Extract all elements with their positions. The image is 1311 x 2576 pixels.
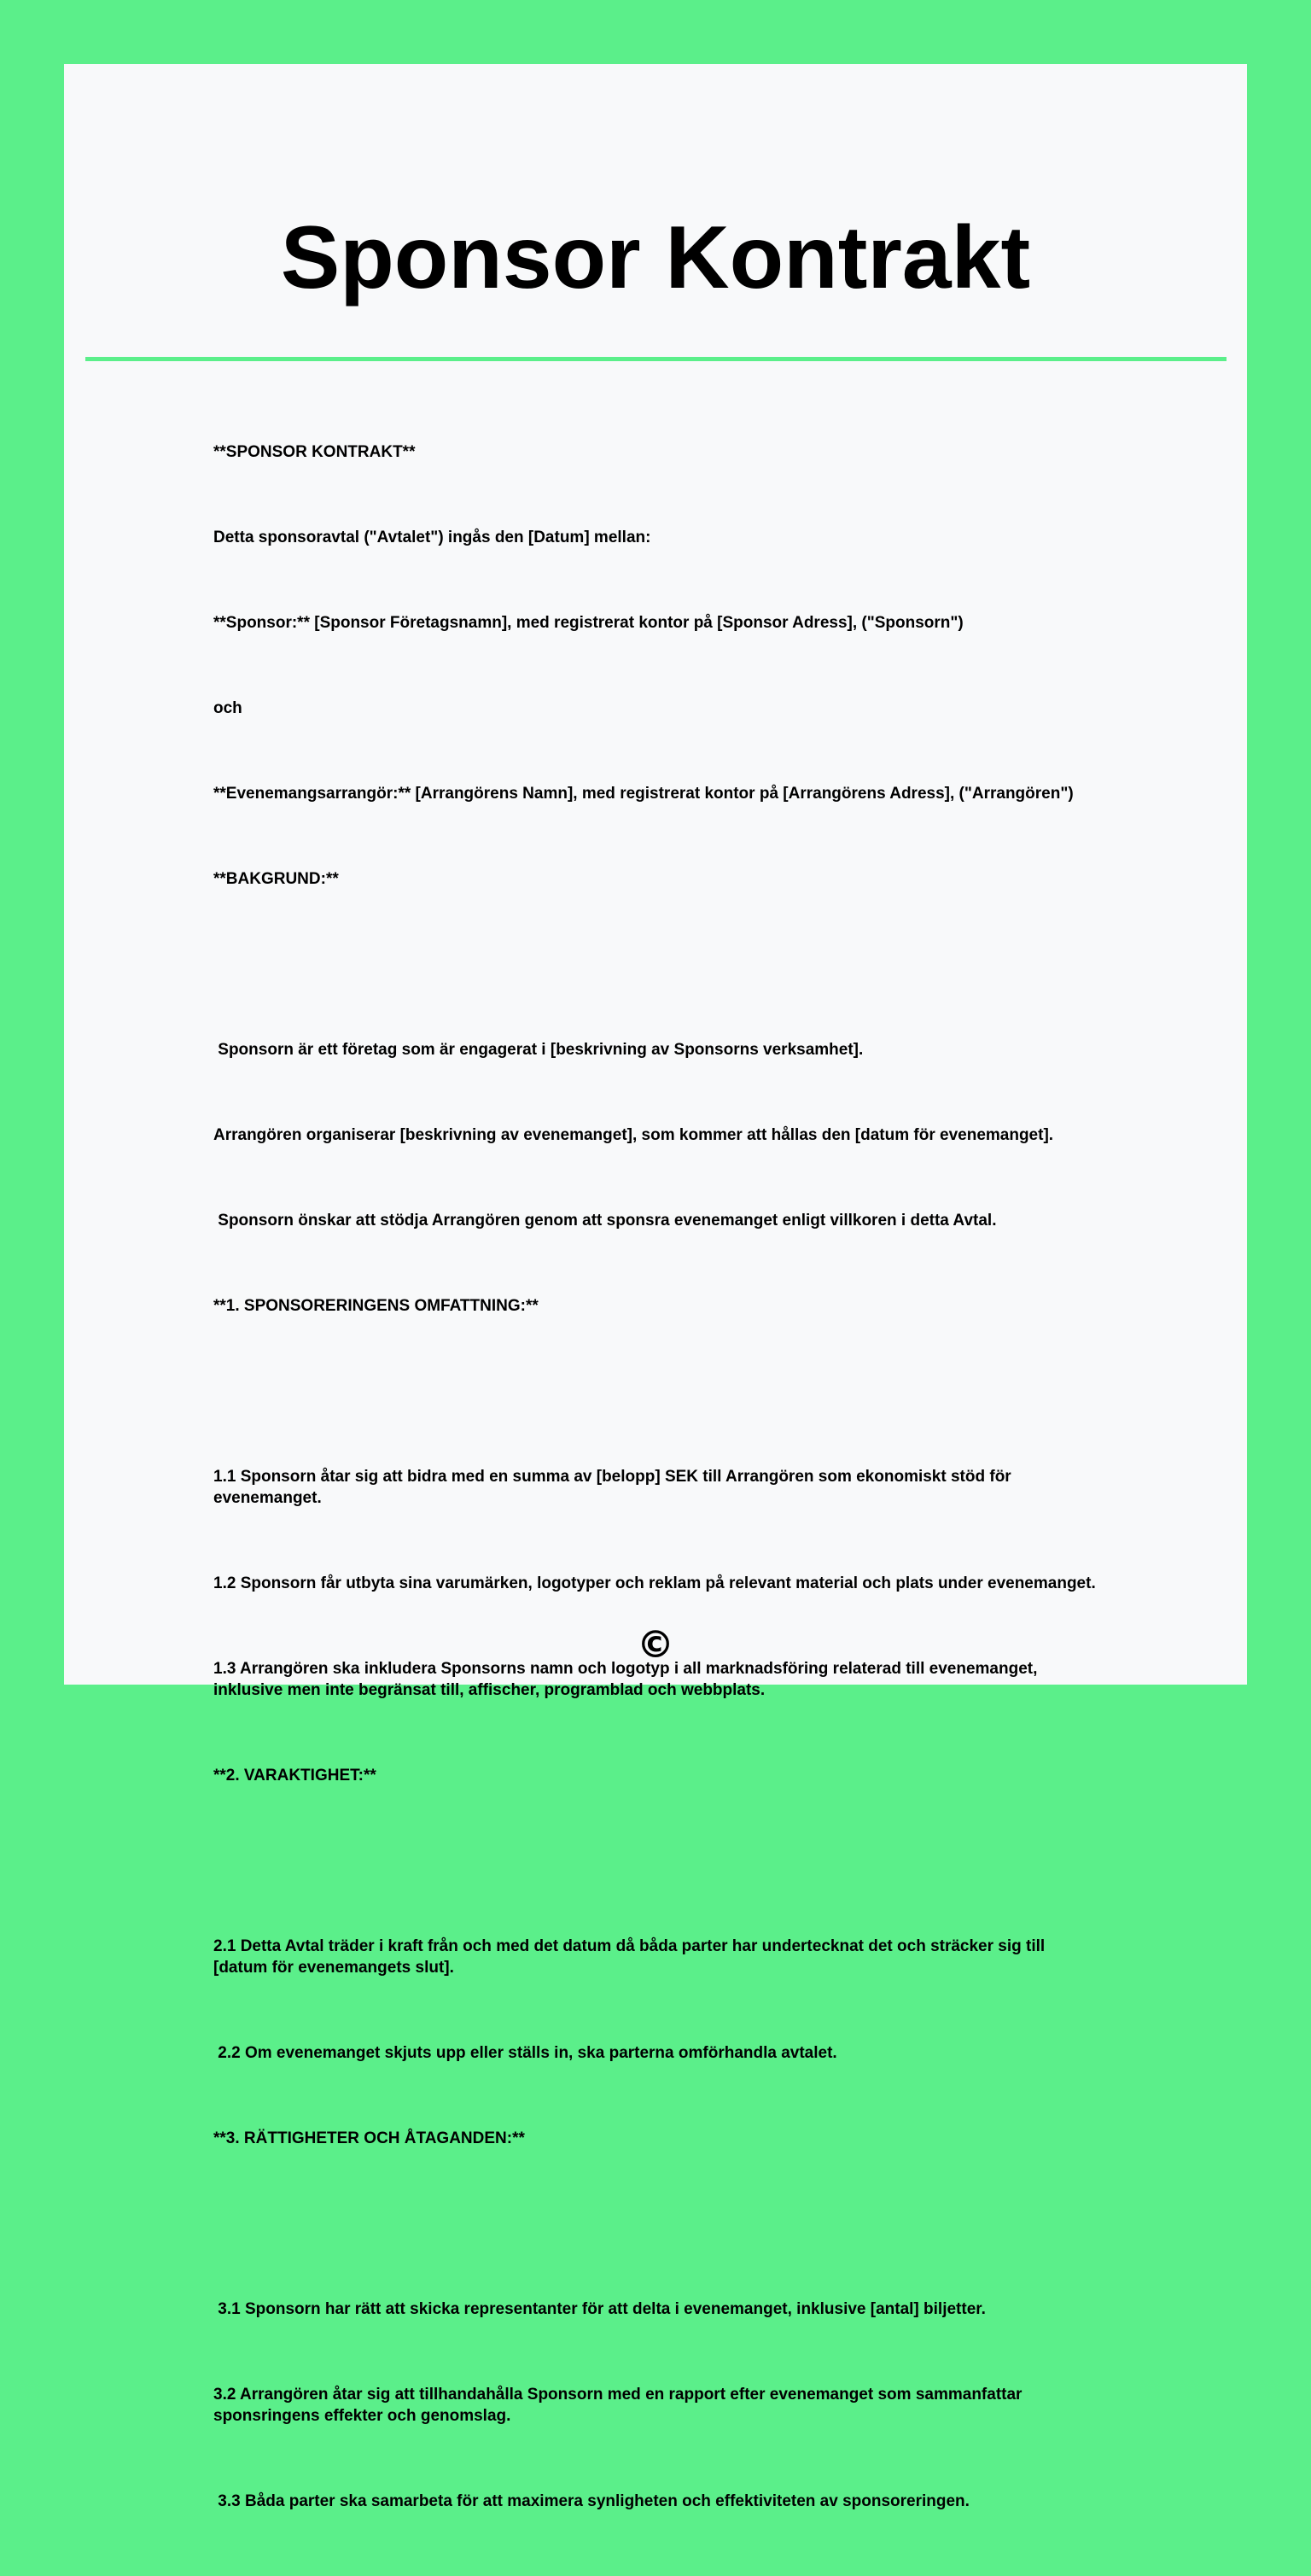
section-heading-background: **BAKGRUND:**	[213, 870, 339, 888]
section-heading-scope: **1. SPONSORERINGENS OMFATTNING:**	[213, 1297, 539, 1315]
clause-3-2: 3.2 Arrangören åtar sig att tillhandahålla Sponsorn med en rapport efter evenemanget som sammanfattar sponsringens effekter och genomslag.	[213, 2386, 1027, 2425]
paragraph-background-organizer: Arrangören organiserar [beskrivning av evenemanget], som kommer att hållas den [datum för evenemanget].	[213, 1126, 1054, 1144]
document-page	[64, 64, 1247, 2510]
paragraph-empty	[213, 2213, 1101, 2234]
paragraph-empty	[213, 954, 1101, 975]
paragraph-background-intent: Sponsorn önskar att stödja Arrangören genom att sponsra evenemanget enligt villkoren i detta Avtal.	[213, 1212, 997, 1230]
paragraph-and: och	[213, 699, 242, 717]
clause-1-2: 1.2 Sponsorn får utbyta sina varumärken, logotyper och reklam på relevant material och plats under evenemanget.	[213, 1574, 1096, 1592]
clause-2-2: 2.2 Om evenemanget skjuts upp eller ställs in, ska parterna omförhandla avtalet.	[213, 2044, 837, 2062]
section-heading-duration: **2. VARAKTIGHET:**	[213, 1767, 376, 1785]
title-divider	[85, 357, 1227, 361]
paragraph-empty	[213, 1381, 1101, 1402]
clause-1-3: 1.3 Arrangören ska inkludera Sponsorns namn och logotyp i all marknadsföring relaterad till evenemanget, inklusive men inte begränsat till, affischer, programblad och webbplats.	[213, 1660, 1042, 1699]
clause-3-3: 3.3 Båda parter ska samarbeta för att maximera synligheten och effektiviteten av sponsoreringen.	[213, 2492, 970, 2510]
clause-1-1: 1.1 Sponsorn åtar sig att bidra med en summa av [belopp] SEK till Arrangören som ekonomiskt stöd för evenemanget.	[213, 1468, 1016, 1507]
paragraph-empty	[213, 1850, 1101, 1872]
copyright-icon: ©	[637, 1623, 674, 1667]
paragraph-intro: Detta sponsoravtal ("Avtalet") ingås den [Datum] mellan:	[213, 529, 651, 546]
document-title: Sponsor Kontrakt	[280, 208, 1031, 307]
paragraph-organizer-party: **Evenemangsarrangör:** [Arrangörens Namn], med registrerat kontor på [Arrangörens Adress], ("Arrangören")	[213, 785, 1074, 803]
contract-body	[213, 399, 1101, 2576]
section-heading-rights: **3. RÄTTIGHETER OCH ÅTAGANDEN:**	[213, 2129, 525, 2147]
paragraph-sponsor-party: **Sponsor:** [Sponsor Företagsnamn], med registrerat kontor på [Sponsor Adress], ("Sponsorn")	[213, 614, 964, 632]
paragraph-background-sponsor: Sponsorn är ett företag som är engagerat i [beskrivning av Sponsorns verksamhet].	[213, 1041, 864, 1059]
clause-2-1: 2.1 Detta Avtal träder i kraft från och med det datum då båda parter har undertecknat det och sträcker sig till [datum för evenemangets slut].	[213, 1937, 1050, 1977]
paragraph-heading-contract: **SPONSOR KONTRAKT**	[213, 443, 416, 461]
clause-3-1: 3.1 Sponsorn har rätt att skicka representanter för att delta i evenemanget, inklusive [antal] biljetter.	[213, 2300, 986, 2318]
